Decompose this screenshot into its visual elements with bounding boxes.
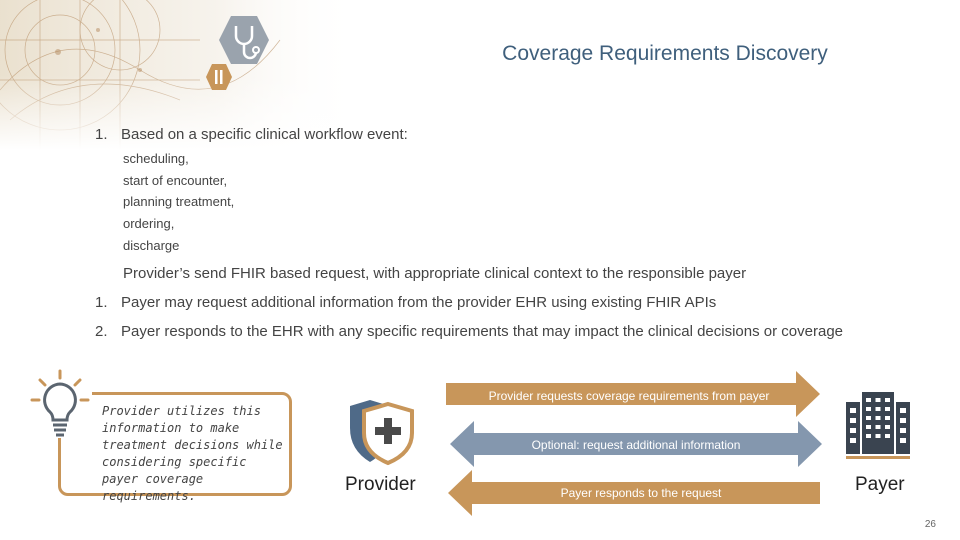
event-item: planning treatment, bbox=[123, 194, 235, 209]
page-title: Coverage Requirements Discovery bbox=[502, 42, 828, 65]
event-item: start of encounter, bbox=[123, 173, 228, 188]
payer-label: Payer bbox=[855, 474, 905, 495]
list-item-text: Payer may request additional information from the provider EHR using existing FHIR APIs bbox=[121, 294, 717, 311]
list-number: 1. bbox=[95, 294, 108, 311]
request-arrow-label: Provider requests coverage requirements from payer bbox=[488, 389, 770, 403]
shield-plus-icon bbox=[348, 396, 416, 466]
list-item-2 bbox=[95, 294, 716, 311]
page-number: 26 bbox=[924, 519, 936, 530]
lightbulb-icon bbox=[28, 368, 92, 438]
list-number: 2. bbox=[95, 323, 108, 340]
stethoscope-icon bbox=[218, 14, 270, 66]
provider-label: Provider bbox=[345, 474, 416, 495]
event-item: scheduling, bbox=[123, 151, 189, 166]
note-text: Provider utilizes this information to make treatment decisions while considering specific payer coverage requirements. bbox=[102, 404, 283, 503]
optional-arrow-label: Optional: request additional information bbox=[531, 438, 741, 452]
event-item: ordering, bbox=[123, 216, 175, 231]
list-item-text: Based on a specific clinical workflow event: bbox=[121, 126, 408, 143]
event-item: discharge bbox=[123, 238, 180, 253]
list-item-text: Payer responds to the EHR with any specific requirements that may impact the clinical decisions or coverage bbox=[121, 323, 843, 340]
list-number: 1. bbox=[95, 126, 108, 143]
building-icon bbox=[846, 390, 910, 460]
response-arrow-label: Payer responds to the request bbox=[560, 486, 722, 500]
list-item-3 bbox=[95, 323, 843, 340]
list-item-1 bbox=[95, 126, 408, 143]
provider-request-text: Provider’s send FHIR based request, with appropriate clinical context to the responsible payer bbox=[123, 265, 747, 282]
tools-icon bbox=[205, 63, 233, 91]
